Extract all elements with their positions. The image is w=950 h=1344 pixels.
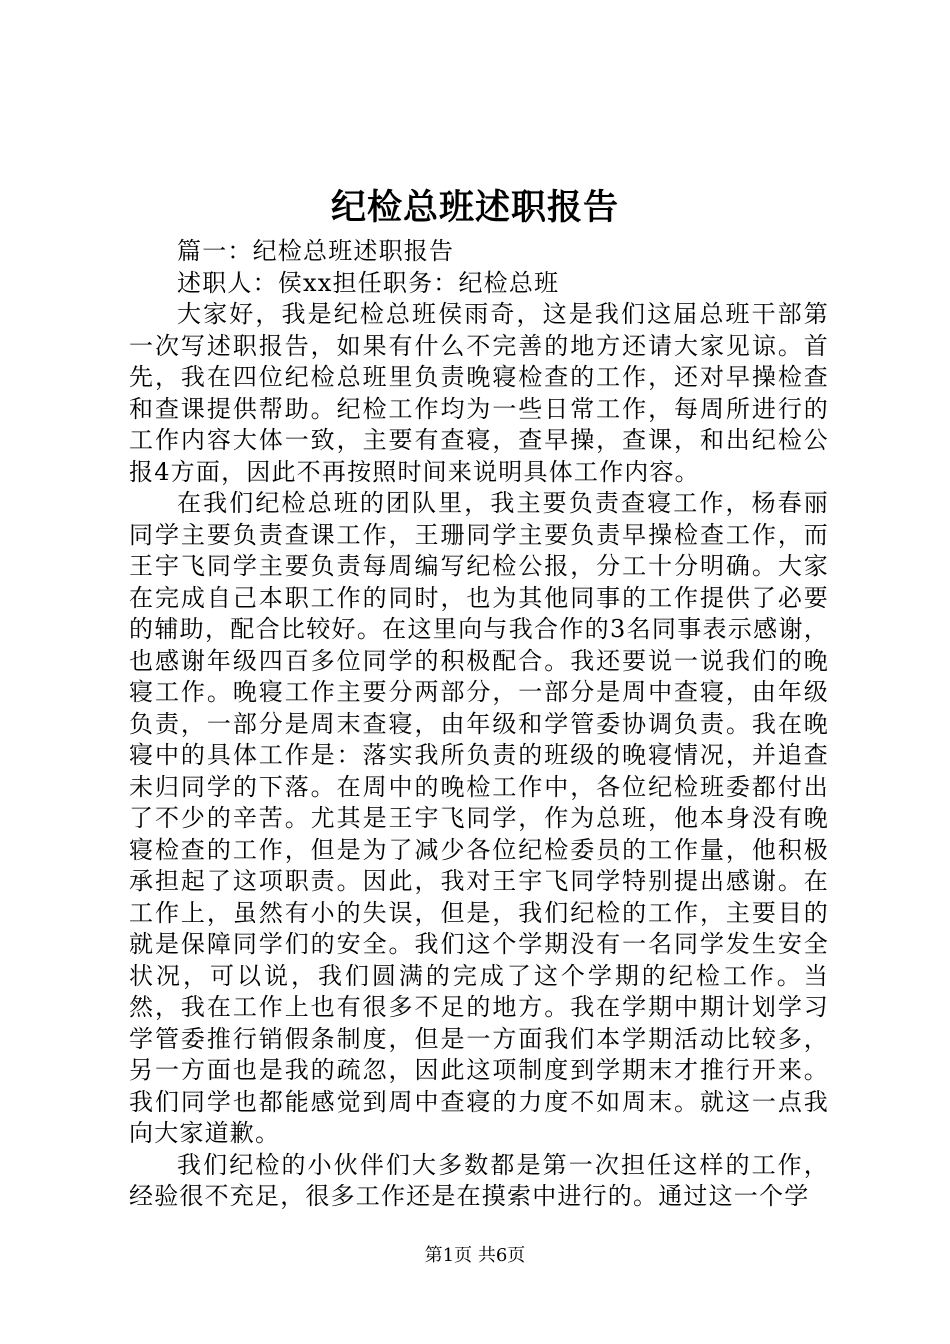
page-number-footer: 第1页 共6页	[424, 1245, 526, 1266]
document-body	[129, 236, 829, 1213]
body-paragraph: 大家好，我是纪检总班侯雨奇，这是我们这届总班干部第一次写述职报告，如果有什么不完善的地方还请大家见谅。首先，我在四位纪检总班里负责晚寝检查的工作，还对早操检查和查课提供帮助。纪检工作均为一些日常工作，每周所进行的工作内容大体一致，主要有查寝，查早操，查课，和出纪检公报4方面，因此不再按照时间来说明具体工作内容。	[129, 300, 829, 486]
body-paragraph: 在我们纪检总班的团队里，我主要负责查寝工作，杨春丽同学主要负责查课工作，王珊同学主要负责早操检查工作，而王宇飞同学主要负责每周编写纪检公报，分工十分明确。大家在完成自己本职工作的同时，也为其他同事的工作提供了必要的辅助，配合比较好。在这里向与我合作的3名同事表示感谢，也感谢年级四百多位同学的积极配合。我还要说一说我们的晚寝工作。晚寝工作主要分两部分，一部分是周中查寝，由年级负责，一部分是周末查寝，由年级和学管委协调负责。我在晚寝中的具体工作是：落实我所负责的班级的晚寝情况，并追查未归同学的下落。在周中的晚检工作中，各位纪检班委都付出了不少的辛苦。尤其是王宇飞同学，作为总班，他本身没有晚寝检查的工作，但是为了减少各位纪检委员的工作量，他积极承担起了这项职责。因此，我对王宇飞同学特别提出感谢。在工作上，虽然有小的失误，但是，我们纪检的工作，主要目的就是保障同学们的安全。我们这个学期没有一名同学发生安全状况，可以说，我们圆满的完成了这个学期的纪检工作。当然，我在工作上也有很多不足的地方。我在学期中期计划学习学管委推行销假条制度，但是一方面我们本学期活动比较多，另一方面也是我的疏忽，因此这项制度到学期末才推行开来。我们同学也都能感觉到周中查寝的力度不如周末。就这一点我向大家道歉。	[129, 489, 829, 1147]
reporter-line: 述职人：侯xx担任职务：纪检总班	[177, 268, 560, 297]
document-title: 纪检总班述职报告	[330, 187, 619, 228]
body-paragraph: 我们纪检的小伙伴们大多数都是第一次担任这样的工作，经验很不充足，很多工作还是在摸索中进行的。通过这一个学	[129, 1150, 829, 1210]
section-heading: 篇一：纪检总班述职报告	[177, 237, 455, 265]
